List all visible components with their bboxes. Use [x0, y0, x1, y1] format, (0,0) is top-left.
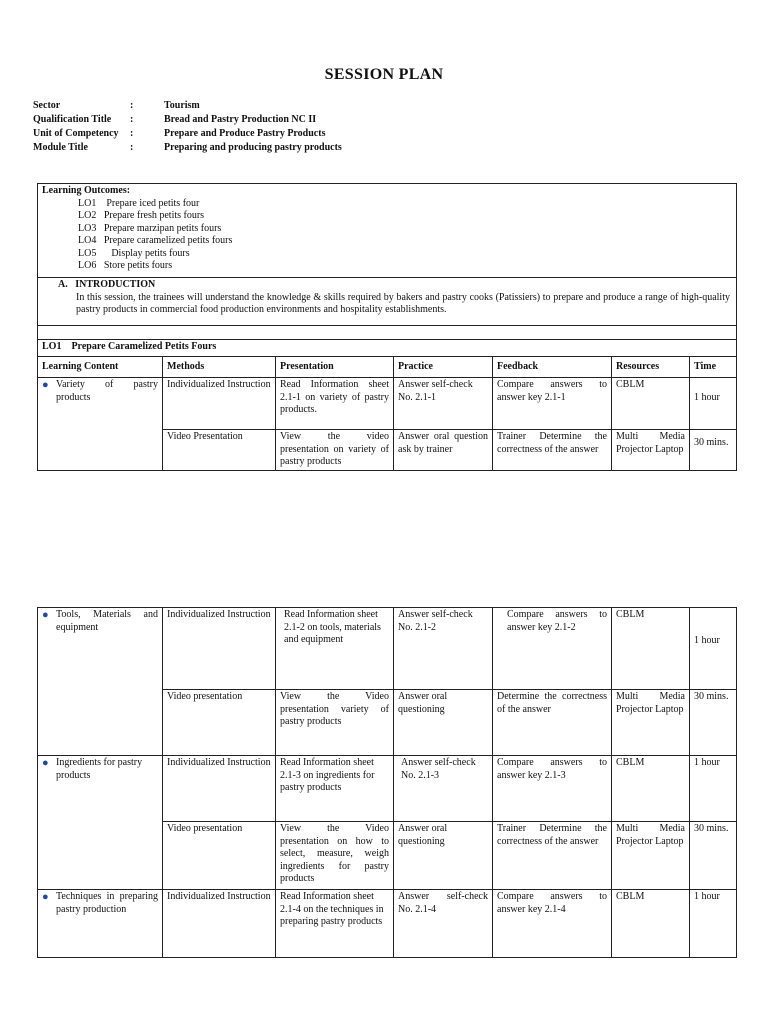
method-cell: Individualized Instruction [163, 890, 276, 958]
resources-cell: CBLM [612, 608, 690, 690]
time-cell: 30 mins. [690, 430, 737, 471]
presentation-cell: Read Information sheet 2.1-4 on the techniques in preparing pastry products [276, 890, 394, 958]
resources-cell: CBLM [612, 890, 690, 958]
introduction-heading: A. INTRODUCTION [58, 279, 156, 290]
outcome-item: LO4 Prepare caramelized petits fours [78, 235, 233, 246]
outcome-item: LO1 Prepare iced petits four [78, 197, 200, 209]
introduction-text: In this session, the trainees will understand the knowledge & skills required by bakers and pastry cooks (Patissiers) to prepare and produce a range of high-quality pastry products in commercial food production environments and hospitality establishments. [76, 291, 730, 315]
practice-cell: Answer oral questioning [394, 822, 493, 890]
method-cell: Individualized Instruction [163, 378, 276, 430]
outcome-item: LO6 Store petits fours [78, 260, 173, 271]
bullet-icon: ● [42, 609, 49, 621]
outcome-item: LO3 Prepare marzipan petits fours [78, 222, 222, 234]
presentation-cell: View the video presentation on variety of pastry products [276, 430, 394, 471]
bullet-icon: ● [42, 379, 49, 391]
table-row [38, 608, 737, 690]
time-cell: 1 hour [690, 378, 737, 430]
presentation-cell: View the Video presentation on how to select, measure, weigh ingredients for pastry products [276, 822, 394, 890]
presentation-cell: Read Information sheet 2.1-2 on tools, materials and equipment [276, 608, 394, 690]
practice-cell: Answer self-check No. 2.1-1 [394, 378, 493, 430]
learning-content-cell: ● Ingredients for pastry products [38, 756, 163, 890]
header-practice: Practice [394, 357, 493, 378]
feedback-cell: Compare answers to answer key 2.1-4 [493, 890, 612, 958]
table-row [38, 890, 737, 958]
feedback-cell: Compare answers to answer key 2.1-1 [493, 378, 612, 430]
feedback-cell: Trainer Determine the correctness of the answer [493, 822, 612, 890]
time-cell: 30 mins. [690, 690, 737, 756]
learning-content-cell: ● Techniques in preparing pastry production [38, 890, 163, 958]
learning-content-cell: ● Variety of pastry products [38, 378, 163, 471]
meta-module: Module Title : Preparing and producing pastry products [33, 142, 342, 153]
practice-cell: Answer self-check No. 2.1-4 [394, 890, 493, 958]
time-cell: 1 hour [690, 890, 737, 958]
meta-block [33, 99, 342, 155]
presentation-cell: Read Information sheet 2.1-1 on variety of pastry products. [276, 378, 394, 430]
method-cell: Video Presentation [163, 430, 276, 471]
method-cell: Video presentation [163, 690, 276, 756]
practice-cell: Answer self-check No. 2.1-2 [394, 608, 493, 690]
learning-outcomes-cell [38, 184, 737, 278]
practice-cell: Answer oral question ask by trainer [394, 430, 493, 471]
meta-qualification: Qualification Title : Bread and Pastry Production NC II [33, 114, 317, 125]
feedback-cell: Trainer Determine the correctness of the answer [493, 430, 612, 471]
bullet-icon: ● [42, 757, 49, 769]
meta-sector: Sector : Tourism [33, 100, 200, 111]
learning-outcomes-heading: Learning Outcomes: [42, 185, 131, 196]
method-cell: Individualized Instruction [163, 756, 276, 822]
meta-unit: Unit of Competency : Prepare and Produce Pastry Products [33, 128, 326, 139]
method-cell: Video presentation [163, 822, 276, 890]
session-table-2 [37, 607, 737, 958]
time-cell: 1 hour [690, 608, 737, 690]
session-table-1 [37, 183, 737, 471]
resources-cell: CBLM [612, 378, 690, 430]
resources-cell: CBLM [612, 756, 690, 822]
method-cell: Individualized Instruction [163, 608, 276, 690]
header-resources: Resources [612, 357, 690, 378]
presentation-cell: View the Video presentation variety of pastry products [276, 690, 394, 756]
header-presentation: Presentation [276, 357, 394, 378]
header-time: Time [690, 357, 737, 378]
table-row [38, 378, 737, 430]
outcome-item: LO5 Display petits fours [78, 247, 190, 259]
practice-cell: Answer self-check No. 2.1-3 [394, 756, 493, 822]
header-feedback: Feedback [493, 357, 612, 378]
header-learning-content: Learning Content [38, 357, 163, 378]
resources-cell: Multi Media Projector Laptop [612, 690, 690, 756]
resources-cell: Multi Media Projector Laptop [612, 822, 690, 890]
resources-cell: Multi Media Projector Laptop [612, 430, 690, 471]
bullet-icon: ● [42, 891, 49, 903]
outcome-item: LO2 Prepare fresh petits fours [78, 210, 205, 221]
page-title: SESSION PLAN [324, 66, 444, 83]
feedback-cell: Determine the correctness of the answer [493, 690, 612, 756]
lo1-heading: LO1 Prepare Caramelized Petits Fours [38, 340, 737, 357]
presentation-cell: Read Information sheet 2.1-3 on ingredients for pastry products [276, 756, 394, 822]
learning-content-cell: ● Tools, Materials and equipment [38, 608, 163, 756]
feedback-cell: Compare answers to answer key 2.1-3 [493, 756, 612, 822]
time-cell: 1 hour [690, 756, 737, 822]
practice-cell: Answer oral questioning [394, 690, 493, 756]
table-row [38, 756, 737, 822]
spacer-row [38, 326, 737, 340]
introduction-cell [38, 278, 737, 326]
header-methods: Methods [163, 357, 276, 378]
time-cell: 30 mins. [690, 822, 737, 890]
feedback-cell: Compare answers to answer key 2.1-2 [493, 608, 612, 690]
